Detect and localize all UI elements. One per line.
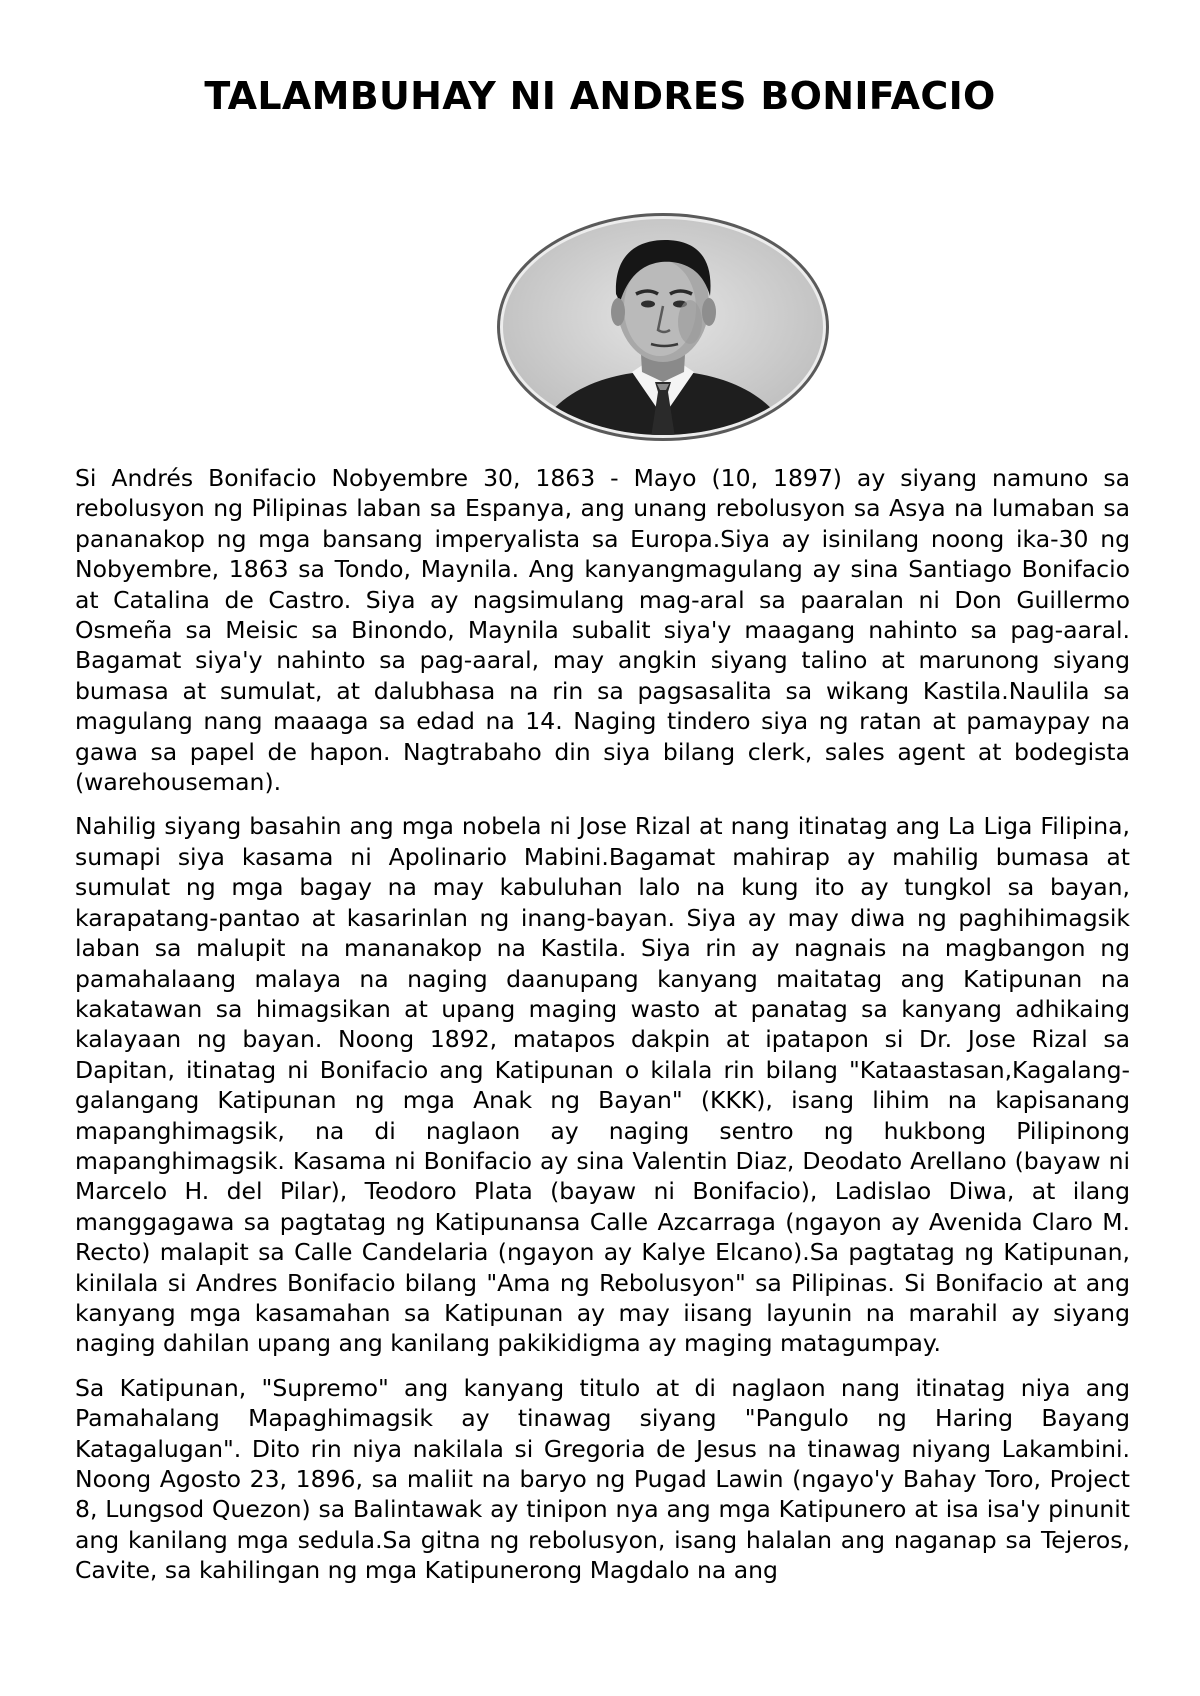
document-title: TALAMBUHAY NI ANDRES BONIFACIO [204,74,996,118]
document-body [75,463,1130,1600]
bonifacio-portrait-icon [490,212,836,450]
portrait-frame [490,212,836,450]
paragraph-3: Sa Katipunan, "Supremo" ang kanyang titulo at di naglaon nang itinatag niya ang Pamahalang Mapaghimagsik ay tinawag siyang "Pangulo ng Haring Bayang Katagalugan". Dito rin niya nakilala si Gregoria de Jesus na tinawag niyang Lakambini. Noong Agosto 23, 1896, sa maliit na baryo ng Pugad Lawin (ngayo'y Bahay Toro, Project 8, Lungsod Quezon) sa Balintawak ay tinipon nya ang mga Katipunero at isa isa'y pinunit ang kanilang mga sedula.Sa gitna ng rebolusyon, isang halalan ang naganap sa Tejeros, Cavite, sa kahilingan ng mga Katipunerong Magdalo na ang [75,1373,1130,1585]
paragraph-2: Nahilig siyang basahin ang mga nobela ni Jose Rizal at nang itinatag ang La Liga Filipina, sumapi siya kasama ni Apolinario Mabini.Bagamat mahirap ay mahilig bumasa at sumulat ng mga bagay na may kabuluhan lalo na kung ito ay tungkol sa bayan, karapatang-pantao at kasarinlan ng inang-bayan. Siya ay may diwa ng paghihimagsik laban sa malupit na mananakop na Kastila. Siya rin ay nagnais na magbangon ng pamahalaang malaya na naging daanupang kanyang maitatag ang Katipunan na kakatawan sa himagsikan at upang maging wasto at panatag sa kanyang adhikaing kalayaan ng bayan. Noong 1892, matapos dakpin at ipatapon si Dr. Jose Rizal sa Dapitan, itinatag ni Bonifacio ang Katipunan o kilala rin bilang "Kataastasan,Kagalang-galangang Katipunan ng mga Anak ng Bayan" (KKK), isang lihim na kapisanang mapanghimagsik, na di naglaon ay naging sentro ng hukbong Pilipinong mapanghimagsik. Kasama ni Bonifacio ay sina Valentin Diaz, Deodato Arellano (bayaw ni Marcelo H. del Pilar), Teodoro Plata (bayaw ni Bonifacio), Ladislao Diwa, at ilang manggagawa sa pagtatag ng Katipunansa Calle Azcarraga (ngayon ay Avenida Claro M. Recto) malapit sa Calle Candelaria (ngayon ay Kalye Elcano).Sa pagtatag ng Katipunan, kinilala si Andres Bonifacio bilang "Ama ng Rebolusyon" sa Pilipinas. Si Bonifacio at ang kanyang mga kasamahan sa Katipunan ay may iisang layunin na marahil ay siyang naging dahilan upang ang kanilang pakikidigma ay maging matagumpay. [75,812,1130,1358]
paragraph-1: Si Andrés Bonifacio Nobyembre 30, 1863 - Mayo (10, 1897) ay siyang namuno sa rebolusyon ng Pilipinas laban sa Espanya, ang unang rebolusyon sa Asya na lumaban sa pananakop ng mga bansang imperyalista sa Europa.Siya ay isinilang noong ika-30 ng Nobyembre, 1863 sa Tondo, Maynila. Ang kanyangmagulang ay sina Santiago Bonifacio at Catalina de Castro. Siya ay nagsimulang mag-aral sa paaralan ni Don Guillermo Osmeña sa Meisic sa Binondo, Maynila subalit siya'y maagang nahinto sa pag-aaral. Bagamat siya'y nahinto sa pag-aaral, may angkin siyang talino at marunong siyang bumasa at sumulat, at dalubhasa na rin sa pagsasalita sa wikang Kastila.Naulila sa magulang nang maaaga sa edad na 14. Naging tindero siya ng ratan at pamaypay na gawa sa papel de hapon. Nagtrabaho din siya bilang clerk, sales agent at bodegista (warehouseman). [75,464,1130,797]
